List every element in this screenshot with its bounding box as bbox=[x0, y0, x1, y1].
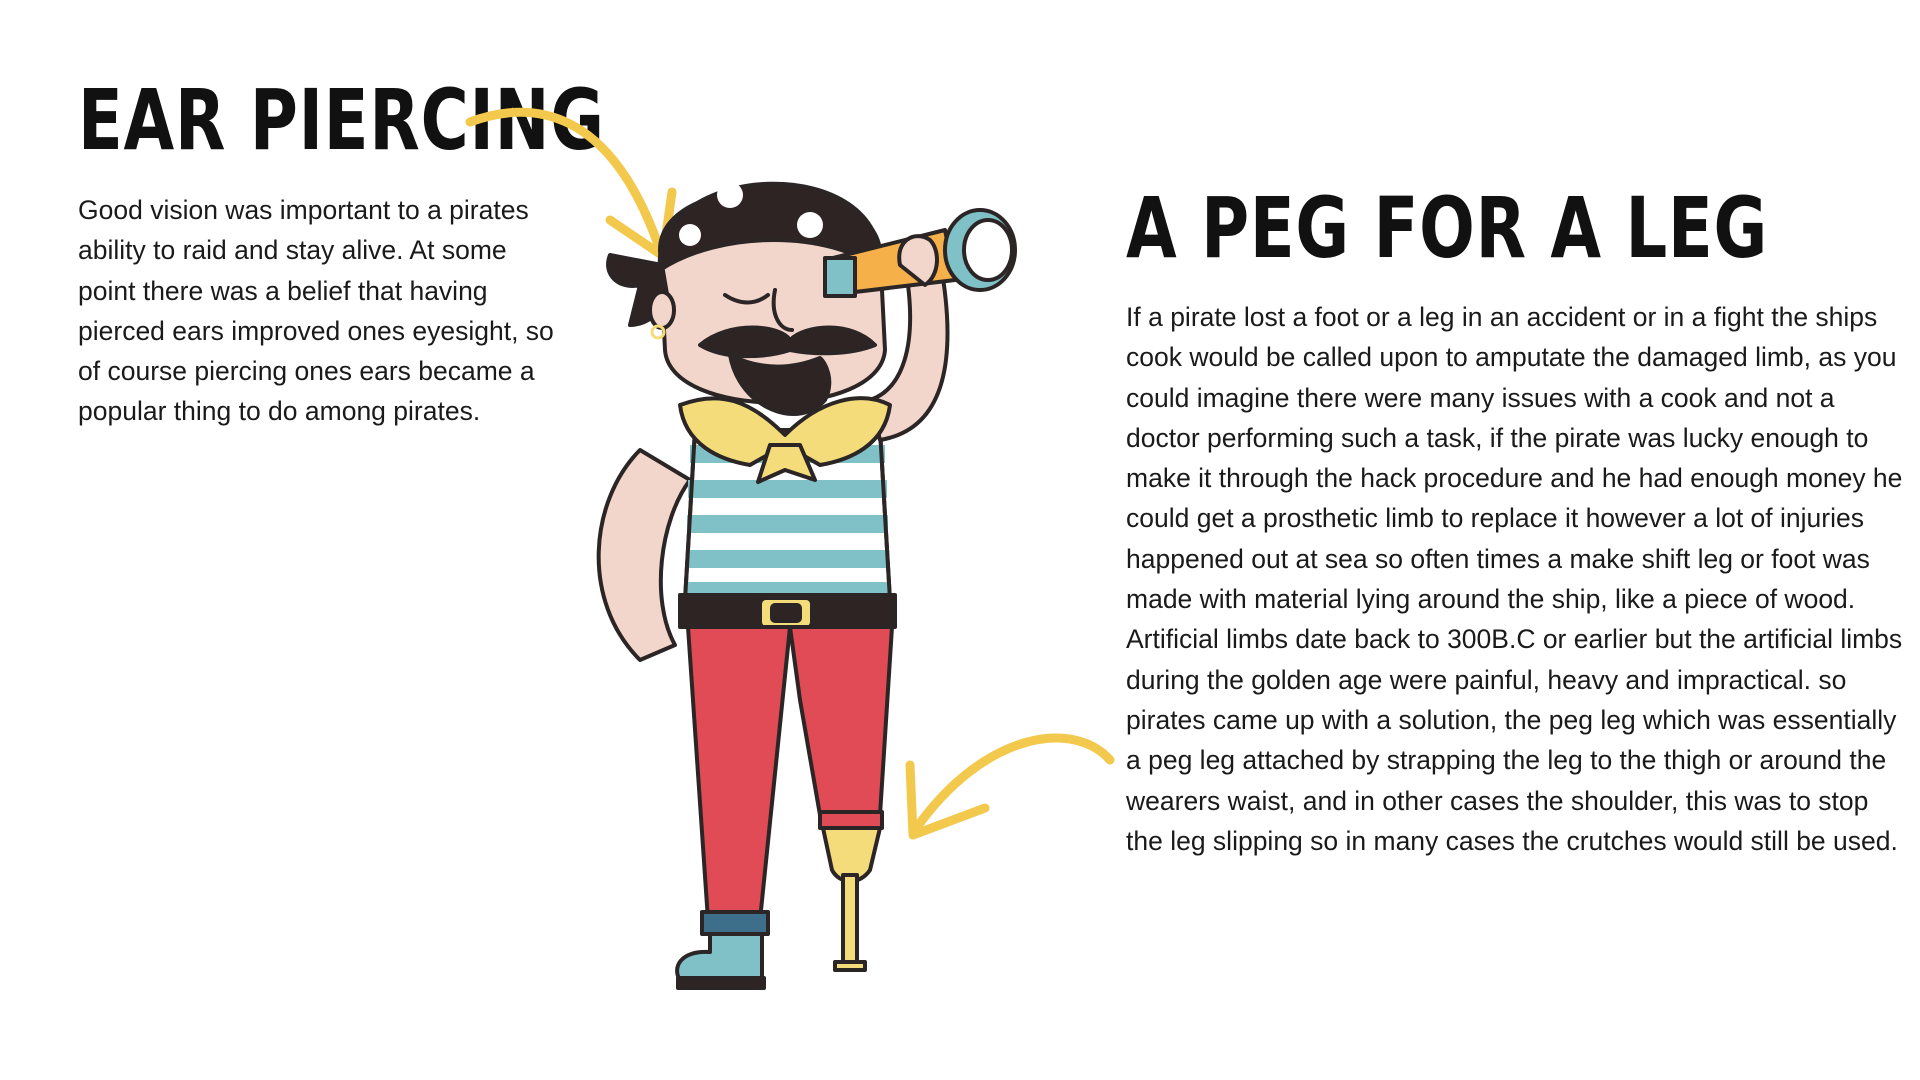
ear-piercing-heading: EAR PIERCING bbox=[78, 71, 605, 169]
ear-piercing-paragraph: Good vision was important to a pirates ability to raid and stay alive. At some point there was a belief that having pierced ears improved ones eyesight, so of course piercing ones ears became a popular thing to do among pirates. bbox=[78, 195, 554, 427]
peg-leg-paragraph: If a pirate lost a foot or a leg in an accident or in a fight the ships cook would be called upon to amputate the damaged limb, as you could imagine there were many issues with a cook and not a doctor performing such a task, if the pirate was lucky enough to make it through the hack procedure and he had enough money he could get a prosthetic limb to replace it however a lot of injuries happened out at sea so often times a make shift leg or foot was made with material lying around the ship, like a piece of wood. Artificial limbs date back to 300B.C or earlier but the artificial limbs during the golden age were painful, heavy and impractical. so pirates came up with a solution, the peg leg which was essentially a peg leg attached by strapping the leg to the thigh or around the wearers waist, and in other cases the shoulder, this was to stop the leg slipping so in many cases the crutches would still be used. bbox=[1126, 302, 1903, 856]
pirate-with-spyglass-illustration bbox=[580, 100, 1100, 1000]
peg-leg-heading: A PEG FOR A LEG bbox=[1126, 179, 1769, 277]
